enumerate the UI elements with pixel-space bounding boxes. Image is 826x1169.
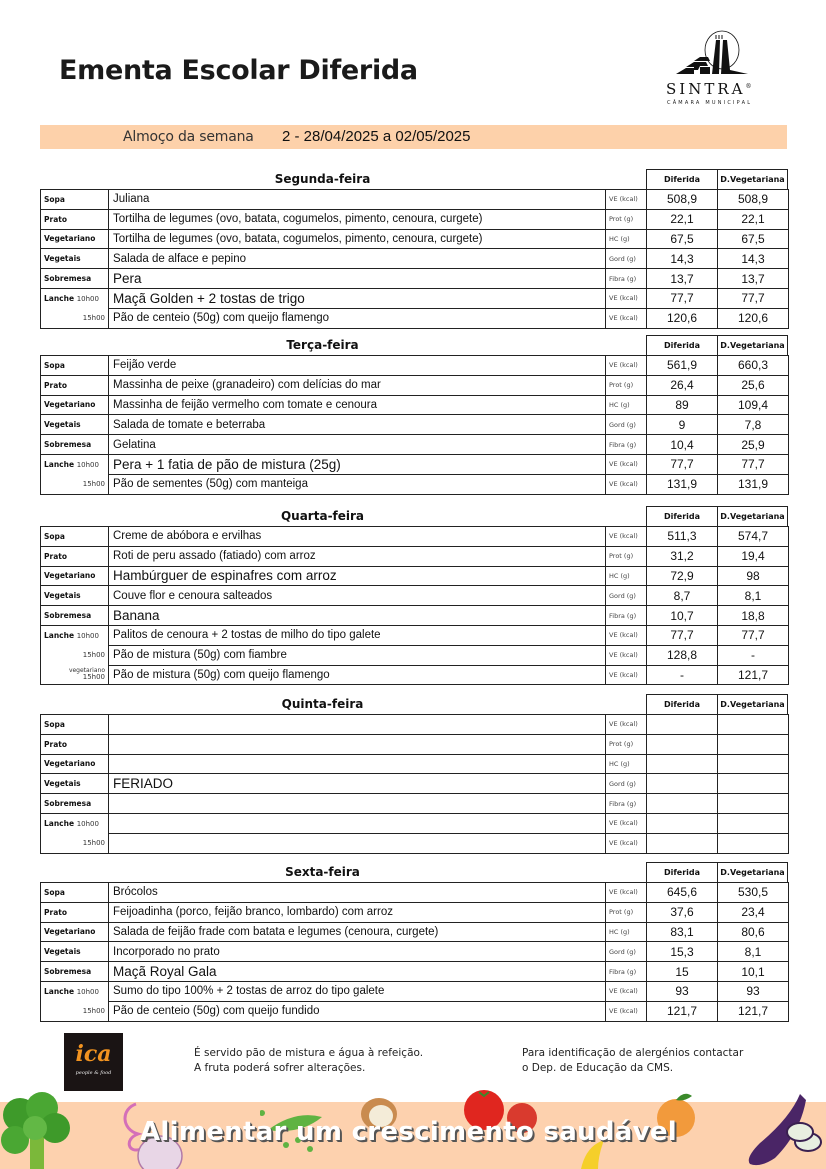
unit: VE (kcal) bbox=[606, 833, 647, 853]
day-monday bbox=[40, 169, 788, 329]
unit: VE (kcal) bbox=[606, 813, 647, 833]
row-label-lanche: Lanche 10h00 bbox=[41, 454, 109, 474]
unit: VE (kcal) bbox=[606, 1001, 647, 1021]
col-diferida: Diferida bbox=[646, 694, 718, 714]
row-label-15h: 15h00 bbox=[41, 833, 109, 853]
value-diferida: 8,7 bbox=[647, 586, 718, 606]
unit: Gord (g) bbox=[606, 774, 647, 794]
unit: HC (g) bbox=[606, 395, 647, 415]
value-diferida: 31,2 bbox=[647, 546, 718, 566]
dish-vegetariano: Hambúrguer de espinafres com arroz bbox=[109, 566, 606, 586]
value-vegetariana: 80,6 bbox=[718, 922, 789, 942]
dish-prato: Massinha de peixe (granadeiro) com delícias do mar bbox=[109, 375, 606, 395]
day-friday bbox=[40, 862, 788, 1022]
table-row bbox=[41, 454, 789, 474]
dish-sobremesa: Banana bbox=[109, 606, 606, 626]
note-bread-fruit: É servido pão de mistura e água à refeição. A fruta poderá sofrer alterações. bbox=[194, 1047, 424, 1074]
table-row bbox=[41, 435, 789, 455]
holiday-label: FERIADO bbox=[109, 774, 606, 794]
table-row bbox=[41, 606, 789, 626]
value-vegetariana: 23,4 bbox=[718, 902, 789, 922]
dish-sopa: Creme de abóbora e ervilhas bbox=[109, 527, 606, 547]
dish-vegetariano: Tortilha de legumes (ovo, batata, cogumelos, pimento, cenoura, curgete) bbox=[109, 229, 606, 249]
day-title: Quarta-feira bbox=[280, 509, 365, 523]
value-diferida: 72,9 bbox=[647, 566, 718, 586]
value-diferida: 67,5 bbox=[647, 229, 718, 249]
table-row bbox=[41, 883, 789, 903]
value-diferida bbox=[647, 754, 718, 774]
table-row bbox=[41, 546, 789, 566]
table-row bbox=[41, 794, 789, 814]
table-row bbox=[41, 356, 789, 376]
value-diferida: 14,3 bbox=[647, 249, 718, 269]
table-row bbox=[41, 566, 789, 586]
table-row bbox=[41, 922, 789, 942]
dish-sobremesa: Maçã Royal Gala bbox=[109, 962, 606, 982]
unit: VE (kcal) bbox=[606, 625, 647, 645]
unit: VE (kcal) bbox=[606, 454, 647, 474]
dish-sobremesa: Pera bbox=[109, 269, 606, 289]
dish-vegetariano: Salada de feijão frade com batata e legumes (cenoura, curgete) bbox=[109, 922, 606, 942]
dish-vegetais: Salada de tomate e beterraba bbox=[109, 415, 606, 435]
col-vegetariana: D.Vegetariana bbox=[717, 694, 788, 714]
value-vegetariana: 25,9 bbox=[718, 435, 789, 455]
value-diferida: 77,7 bbox=[647, 454, 718, 474]
value-diferida bbox=[647, 734, 718, 754]
value-vegetariana: 120,6 bbox=[718, 308, 789, 328]
row-label-sobremesa: Sobremesa bbox=[41, 269, 109, 289]
value-vegetariana bbox=[718, 734, 789, 754]
page-title: Ementa Escolar Diferida bbox=[59, 55, 418, 86]
row-label-vegetariano: Vegetariano bbox=[41, 395, 109, 415]
dish-prato: Tortilha de legumes (ovo, batata, cogumelos, pimento, cenoura, curgete) bbox=[109, 209, 606, 229]
value-vegetariana: - bbox=[718, 645, 789, 665]
value-vegetariana: 121,7 bbox=[718, 665, 789, 685]
value-diferida: 93 bbox=[647, 981, 718, 1001]
dish-sopa: Feijão verde bbox=[109, 356, 606, 376]
value-vegetariana: 93 bbox=[718, 981, 789, 1001]
row-label-sopa: Sopa bbox=[41, 527, 109, 547]
row-label-vegetais: Vegetais bbox=[41, 586, 109, 606]
row-label-vegetariano: Vegetariano bbox=[41, 754, 109, 774]
value-vegetariana: 22,1 bbox=[718, 209, 789, 229]
unit: VE (kcal) bbox=[606, 527, 647, 547]
table-row bbox=[41, 962, 789, 982]
unit: VE (kcal) bbox=[606, 981, 647, 1001]
ica-logo-text: ica bbox=[75, 1041, 112, 1067]
value-diferida: 37,6 bbox=[647, 902, 718, 922]
value-diferida: 83,1 bbox=[647, 922, 718, 942]
table-row bbox=[41, 774, 789, 794]
value-diferida: 15 bbox=[647, 962, 718, 982]
value-vegetariana bbox=[718, 833, 789, 853]
unit: Prot (g) bbox=[606, 902, 647, 922]
dish-lanche-10: Pera + 1 fatia de pão de mistura (25g) bbox=[109, 454, 606, 474]
dish-prato: Roti de peru assado (fatiado) com arroz bbox=[109, 546, 606, 566]
value-vegetariana: 77,7 bbox=[718, 288, 789, 308]
table-row bbox=[41, 1001, 789, 1021]
row-label-sopa: Sopa bbox=[41, 715, 109, 735]
unit: VE (kcal) bbox=[606, 665, 647, 685]
note-allergens: Para identificação de alergénios contactar o Dep. de Educação da CMS. bbox=[522, 1047, 744, 1074]
value-diferida: - bbox=[647, 665, 718, 685]
value-vegetariana: 18,8 bbox=[718, 606, 789, 626]
row-label-sobremesa: Sobremesa bbox=[41, 606, 109, 626]
row-label-lanche: Lanche 10h00 bbox=[41, 981, 109, 1001]
row-label-15h: 15h00 bbox=[41, 645, 109, 665]
dish-lanche-10 bbox=[109, 813, 606, 833]
value-vegetariana: 7,8 bbox=[718, 415, 789, 435]
table-row bbox=[41, 715, 789, 735]
unit: Prot (g) bbox=[606, 375, 647, 395]
dish-lanche-15: Pão de mistura (50g) com fiambre bbox=[109, 645, 606, 665]
row-label-sopa: Sopa bbox=[41, 883, 109, 903]
banner-slogan: Alimentar um crescimento saudável bbox=[140, 1117, 678, 1147]
day-thursday bbox=[40, 694, 788, 854]
value-diferida bbox=[647, 833, 718, 853]
col-diferida: Diferida bbox=[646, 862, 718, 882]
table-row bbox=[41, 209, 789, 229]
value-vegetariana: 574,7 bbox=[718, 527, 789, 547]
unit: Gord (g) bbox=[606, 415, 647, 435]
value-vegetariana: 77,7 bbox=[718, 454, 789, 474]
table-row bbox=[41, 813, 789, 833]
row-label-sopa: Sopa bbox=[41, 356, 109, 376]
unit: Gord (g) bbox=[606, 942, 647, 962]
col-vegetariana: D.Vegetariana bbox=[717, 862, 788, 882]
menu-table bbox=[40, 189, 789, 329]
dish-lanche-15: Pão de centeio (50g) com queijo flamengo bbox=[109, 308, 606, 328]
unit: Gord (g) bbox=[606, 586, 647, 606]
table-row bbox=[41, 645, 789, 665]
unit: VE (kcal) bbox=[606, 645, 647, 665]
row-label-vegetariano: Vegetariano bbox=[41, 229, 109, 249]
unit: VE (kcal) bbox=[606, 474, 647, 494]
week-dates: 2 - 28/04/2025 a 02/05/2025 bbox=[282, 128, 471, 145]
menu-table bbox=[40, 882, 789, 1022]
col-vegetariana: D.Vegetariana bbox=[717, 506, 788, 526]
unit: Gord (g) bbox=[606, 249, 647, 269]
col-diferida: Diferida bbox=[646, 335, 718, 355]
dish-sopa: Juliana bbox=[109, 190, 606, 210]
table-row bbox=[41, 308, 789, 328]
dish-vegetariano bbox=[109, 754, 606, 774]
row-label-sobremesa: Sobremesa bbox=[41, 435, 109, 455]
col-vegetariana: D.Vegetariana bbox=[717, 169, 788, 189]
week-label: Almoço da semana bbox=[123, 129, 254, 145]
unit: VE (kcal) bbox=[606, 715, 647, 735]
table-row bbox=[41, 981, 789, 1001]
table-row bbox=[41, 415, 789, 435]
table-row bbox=[41, 902, 789, 922]
unit: VE (kcal) bbox=[606, 190, 647, 210]
value-diferida: 22,1 bbox=[647, 209, 718, 229]
menu-table bbox=[40, 355, 789, 495]
unit: Prot (g) bbox=[606, 546, 647, 566]
value-vegetariana: 131,9 bbox=[718, 474, 789, 494]
row-label-vegetariano: Vegetariano bbox=[41, 566, 109, 586]
row-label-sobremesa: Sobremesa bbox=[41, 962, 109, 982]
value-diferida: 511,3 bbox=[647, 527, 718, 547]
value-diferida: 10,7 bbox=[647, 606, 718, 626]
value-diferida: 77,7 bbox=[647, 625, 718, 645]
dish-sobremesa: Gelatina bbox=[109, 435, 606, 455]
col-diferida: Diferida bbox=[646, 506, 718, 526]
row-label-15h-vegetariano: vegetariano 15h00 bbox=[41, 665, 109, 685]
value-diferida: 10,4 bbox=[647, 435, 718, 455]
table-row bbox=[41, 734, 789, 754]
day-wednesday bbox=[40, 506, 788, 685]
menu-table bbox=[40, 714, 789, 854]
value-vegetariana: 19,4 bbox=[718, 546, 789, 566]
value-vegetariana bbox=[718, 715, 789, 735]
value-vegetariana bbox=[718, 794, 789, 814]
row-label-sobremesa: Sobremesa bbox=[41, 794, 109, 814]
value-diferida: 508,9 bbox=[647, 190, 718, 210]
dish-prato bbox=[109, 734, 606, 754]
table-row bbox=[41, 190, 789, 210]
ica-logo bbox=[64, 1033, 123, 1091]
dish-lanche-15-veg: Pão de mistura (50g) com queijo flamengo bbox=[109, 665, 606, 685]
value-diferida bbox=[647, 774, 718, 794]
unit: HC (g) bbox=[606, 922, 647, 942]
row-label-lanche: Lanche 10h00 bbox=[41, 288, 109, 308]
table-row bbox=[41, 754, 789, 774]
value-diferida: 9 bbox=[647, 415, 718, 435]
value-vegetariana: 25,6 bbox=[718, 375, 789, 395]
value-vegetariana: 77,7 bbox=[718, 625, 789, 645]
unit: Fibra (g) bbox=[606, 606, 647, 626]
week-bar bbox=[40, 125, 787, 149]
broccoli-icon bbox=[0, 1090, 80, 1169]
col-vegetariana: D.Vegetariana bbox=[717, 335, 788, 355]
ica-logo-subtitle: people & food bbox=[75, 1070, 112, 1076]
unit: Fibra (g) bbox=[606, 435, 647, 455]
value-diferida: 77,7 bbox=[647, 288, 718, 308]
value-diferida: 15,3 bbox=[647, 942, 718, 962]
unit: Fibra (g) bbox=[606, 962, 647, 982]
value-diferida: 89 bbox=[647, 395, 718, 415]
value-vegetariana bbox=[718, 774, 789, 794]
table-row bbox=[41, 229, 789, 249]
sintra-subtitle: CÂMARA MUNICIPAL bbox=[667, 100, 753, 106]
row-label-vegetariano: Vegetariano bbox=[41, 922, 109, 942]
sintra-logo bbox=[660, 30, 770, 112]
dish-lanche-15: Pão de sementes (50g) com manteiga bbox=[109, 474, 606, 494]
value-diferida: 26,4 bbox=[647, 375, 718, 395]
value-vegetariana: 660,3 bbox=[718, 356, 789, 376]
value-diferida bbox=[647, 794, 718, 814]
row-label-prato: Prato bbox=[41, 902, 109, 922]
value-vegetariana: 109,4 bbox=[718, 395, 789, 415]
row-label-prato: Prato bbox=[41, 546, 109, 566]
table-row bbox=[41, 625, 789, 645]
table-row bbox=[41, 288, 789, 308]
value-diferida: 131,9 bbox=[647, 474, 718, 494]
dish-vegetais: Couve flor e cenoura salteados bbox=[109, 586, 606, 606]
dish-lanche-10: Palitos de cenoura + 2 tostas de milho do tipo galete bbox=[109, 625, 606, 645]
value-diferida: 561,9 bbox=[647, 356, 718, 376]
row-label-15h: 15h00 bbox=[41, 308, 109, 328]
sintra-wordmark: SINTRA® bbox=[666, 80, 752, 98]
value-diferida bbox=[647, 813, 718, 833]
dish-lanche-15: Pão de centeio (50g) com queijo fundido bbox=[109, 1001, 606, 1021]
value-vegetariana: 8,1 bbox=[718, 586, 789, 606]
dish-lanche-15 bbox=[109, 833, 606, 853]
unit: Prot (g) bbox=[606, 209, 647, 229]
table-row bbox=[41, 942, 789, 962]
unit: HC (g) bbox=[606, 229, 647, 249]
value-vegetariana: 530,5 bbox=[718, 883, 789, 903]
unit: HC (g) bbox=[606, 754, 647, 774]
dish-lanche-10: Sumo do tipo 100% + 2 tostas de arroz do tipo galete bbox=[109, 981, 606, 1001]
day-title: Terça-feira bbox=[286, 338, 359, 352]
day-tuesday bbox=[40, 335, 788, 495]
table-row bbox=[41, 375, 789, 395]
row-label-15h: 15h00 bbox=[41, 474, 109, 494]
value-vegetariana: 14,3 bbox=[718, 249, 789, 269]
value-vegetariana: 508,9 bbox=[718, 190, 789, 210]
dish-sopa bbox=[109, 715, 606, 735]
table-row bbox=[41, 395, 789, 415]
unit: Fibra (g) bbox=[606, 269, 647, 289]
value-vegetariana bbox=[718, 813, 789, 833]
row-label-prato: Prato bbox=[41, 375, 109, 395]
table-row bbox=[41, 269, 789, 289]
row-label-vegetais: Vegetais bbox=[41, 774, 109, 794]
row-label-prato: Prato bbox=[41, 209, 109, 229]
row-label-lanche: Lanche 10h00 bbox=[41, 625, 109, 645]
dish-vegetais: Incorporado no prato bbox=[109, 942, 606, 962]
table-row bbox=[41, 665, 789, 685]
value-vegetariana bbox=[718, 754, 789, 774]
day-title: Quinta-feira bbox=[281, 697, 364, 711]
row-label-lanche: Lanche 10h00 bbox=[41, 813, 109, 833]
day-title: Sexta-feira bbox=[285, 865, 360, 879]
value-diferida: 128,8 bbox=[647, 645, 718, 665]
dish-vegetais: Salada de alface e pepino bbox=[109, 249, 606, 269]
value-diferida: 645,6 bbox=[647, 883, 718, 903]
value-diferida bbox=[647, 715, 718, 735]
dish-sopa: Brócolos bbox=[109, 883, 606, 903]
unit: Prot (g) bbox=[606, 734, 647, 754]
value-vegetariana: 13,7 bbox=[718, 269, 789, 289]
dish-prato: Feijoadinha (porco, feijão branco, lombardo) com arroz bbox=[109, 902, 606, 922]
value-vegetariana: 67,5 bbox=[718, 229, 789, 249]
unit: VE (kcal) bbox=[606, 883, 647, 903]
value-vegetariana: 98 bbox=[718, 566, 789, 586]
eggplant-icon bbox=[730, 1088, 826, 1169]
row-label-prato: Prato bbox=[41, 734, 109, 754]
dish-sobremesa bbox=[109, 794, 606, 814]
row-label-vegetais: Vegetais bbox=[41, 249, 109, 269]
value-diferida: 120,6 bbox=[647, 308, 718, 328]
dish-vegetariano: Massinha de feijão vermelho com tomate e cenoura bbox=[109, 395, 606, 415]
table-row bbox=[41, 586, 789, 606]
dish-lanche-10: Maçã Golden + 2 tostas de trigo bbox=[109, 288, 606, 308]
col-diferida: Diferida bbox=[646, 169, 718, 189]
value-diferida: 121,7 bbox=[647, 1001, 718, 1021]
row-label-sopa: Sopa bbox=[41, 190, 109, 210]
table-row bbox=[41, 249, 789, 269]
value-vegetariana: 121,7 bbox=[718, 1001, 789, 1021]
value-vegetariana: 10,1 bbox=[718, 962, 789, 982]
unit: VE (kcal) bbox=[606, 288, 647, 308]
table-row bbox=[41, 527, 789, 547]
row-label-vegetais: Vegetais bbox=[41, 415, 109, 435]
row-label-vegetais: Vegetais bbox=[41, 942, 109, 962]
unit: Fibra (g) bbox=[606, 794, 647, 814]
table-row bbox=[41, 474, 789, 494]
unit: VE (kcal) bbox=[606, 356, 647, 376]
unit: VE (kcal) bbox=[606, 308, 647, 328]
day-title: Segunda-feira bbox=[274, 172, 371, 186]
value-diferida: 13,7 bbox=[647, 269, 718, 289]
sintra-emblem-icon bbox=[664, 30, 764, 78]
row-label-15h: 15h00 bbox=[41, 1001, 109, 1021]
table-row bbox=[41, 833, 789, 853]
unit: HC (g) bbox=[606, 566, 647, 586]
menu-table bbox=[40, 526, 789, 685]
value-vegetariana: 8,1 bbox=[718, 942, 789, 962]
